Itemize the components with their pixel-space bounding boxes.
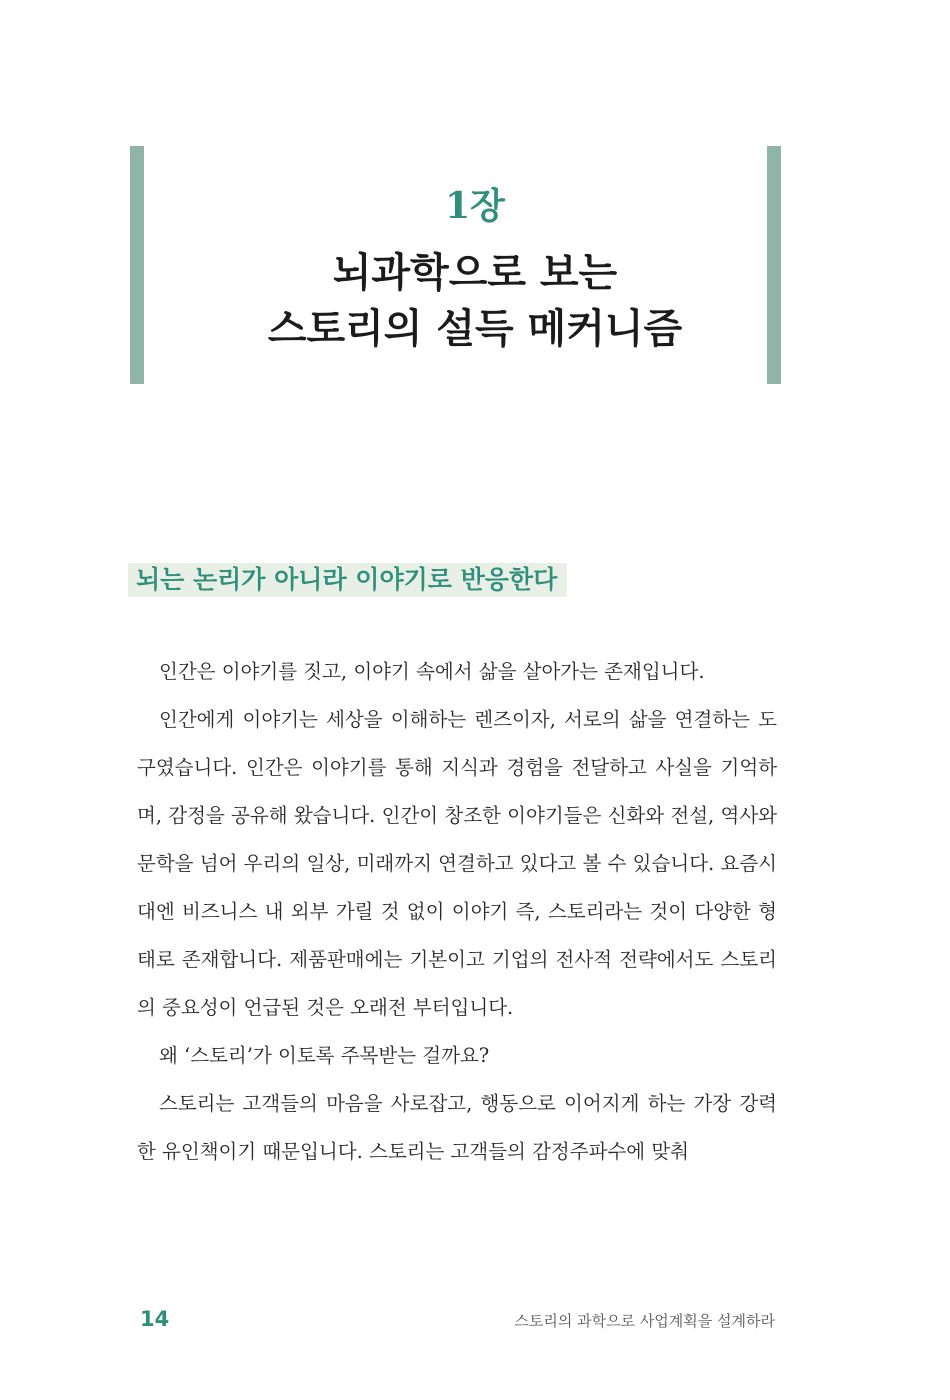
chapter-title-line2: 스토리의 설득 메커니즘: [267, 306, 683, 352]
chapter-number: 1장: [445, 185, 505, 227]
paragraph: 스토리는 고객들의 마음을 사로잡고, 행동으로 이어지게 하는 가장 강력한 유인책이기 때문입니다. 스토리는 고객들의 감정주파수에 맞춰: [137, 1092, 777, 1163]
paragraph: 인간은 이야기를 짓고, 이야기 속에서 삶을 살아가는 존재입니다.: [159, 660, 705, 683]
body-text: [137, 648, 777, 1176]
section-heading: 뇌는 논리가 아니라 이야기로 반응한다: [128, 563, 567, 597]
paragraph: 인간에게 이야기는 세상을 이해하는 렌즈이자, 서로의 삶을 연결하는 도구였습니다. 인간은 이야기를 통해 지식과 경험을 전달하고 사실을 기억하며, 감정을 공유해 왔습니다. 인간이 창조한 이야기들은 신화와 전설, 역사와 문학을 넘어 우리의 일상, 미래까지 연결하고 있다고 볼 수 있습니다. 요즘시대엔 비즈니스 내 외부 가릴 것 없이 이야기 즉, 스토리라는 것이 다양한 형태로 존재합니다. 제품판매에는 기본이고 기업의 전사적 전략에서도 스토리의 중요성이 언급된 것은 오래전 부터입니다.: [137, 708, 777, 1019]
running-footer-title: 스토리의 과학으로 사업계획을 설계하라: [514, 1312, 775, 1330]
chapter-title: [0, 245, 950, 357]
page-number: 14: [140, 1307, 170, 1331]
chapter-title-line1: 뇌과학으로 보는: [332, 250, 618, 296]
paragraph: 왜 ‘스토리’가 이토록 주목받는 걸까요?: [159, 1044, 490, 1067]
